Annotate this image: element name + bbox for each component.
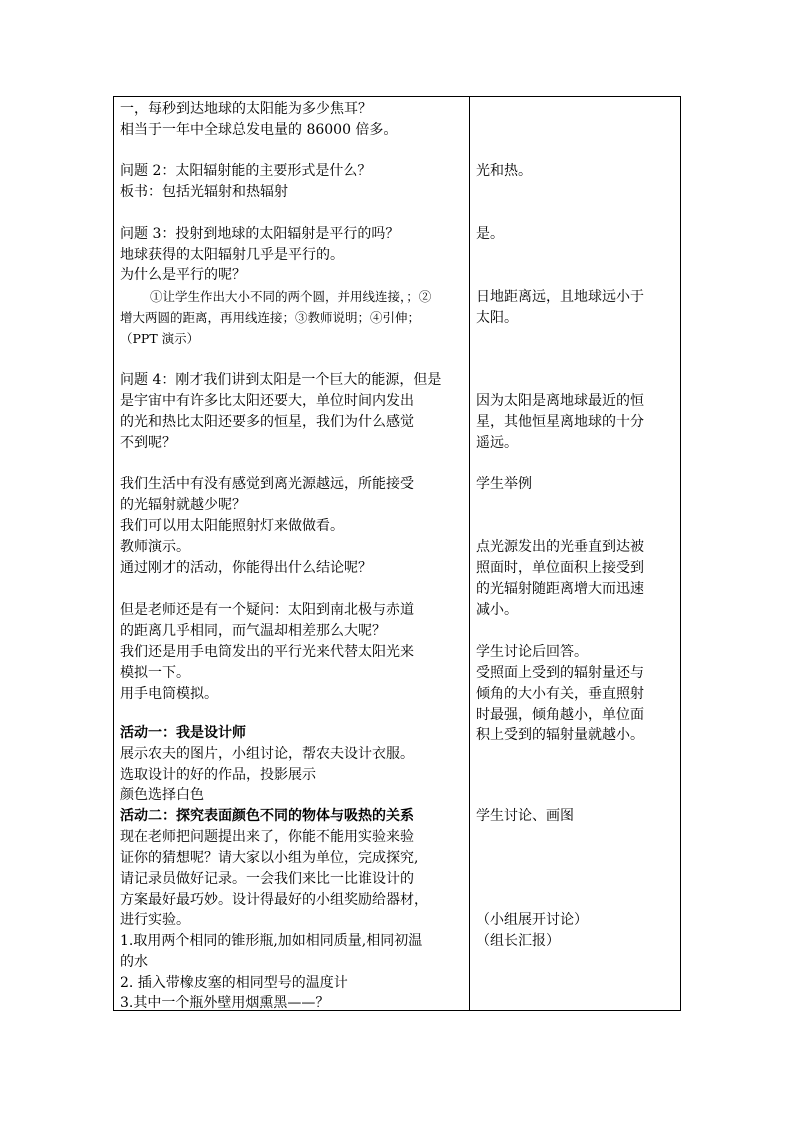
- left-line: 请记录员做好记录。一会我们来比一比谁设计的: [120, 871, 414, 887]
- right-line: 点光源发出的光垂直到达被: [476, 539, 644, 555]
- activity-one-heading: 活动一：我是设计师: [120, 725, 246, 741]
- left-line: 增大两圆的距离，再用线连接；③教师说明；④引伸；: [120, 310, 421, 325]
- left-line: 的光辐射就越少呢？: [120, 497, 246, 513]
- left-line: 问题 2：太阳辐射能的主要形式是什么？: [120, 163, 372, 179]
- left-line: 的光和热比太阳还要多的恒星，我们为什么感觉: [120, 414, 414, 430]
- right-line: 照面时，单位面积上接受到: [476, 560, 644, 576]
- left-line: 的距离几乎相同，而气温却相差那么大呢？: [120, 623, 386, 639]
- left-line: 方案最好最巧妙。设计得最好的小组奖励给器材，: [120, 892, 428, 908]
- right-line: 太阳。: [476, 310, 518, 326]
- right-line: （组长汇报）: [476, 933, 560, 949]
- lesson-table: [113, 96, 681, 1011]
- left-line: 通过刚才的活动，你能得出什么结论呢？: [120, 560, 372, 576]
- left-line: 展示农夫的图片，小组讨论，帮农夫设计衣服。: [120, 746, 414, 762]
- left-line: 我们可以用太阳能照射灯来做做看。: [120, 518, 344, 534]
- right-line: 因为太阳是离地球最近的恒: [476, 393, 644, 409]
- left-line: ①让学生作出大小不同的两个圆，并用线连接，；②: [150, 289, 432, 304]
- left-line: 2. 插入带橡皮塞的相同型号的温度计: [120, 975, 348, 991]
- left-line: 不到呢？: [120, 435, 176, 451]
- left-line: 教师演示。: [120, 539, 190, 555]
- right-line: 减小。: [476, 602, 518, 618]
- right-line: 的光辐射随距离增大而迅速: [476, 581, 644, 597]
- right-line: 倾角的大小有关，垂直照射: [476, 686, 644, 702]
- left-line: 进行实验。: [120, 912, 190, 928]
- left-line: 我们生活中有没有感觉到离光源越远，所能接受: [120, 476, 414, 492]
- column-divider: [469, 97, 470, 1010]
- left-line: 证你的猜想呢？请大家以小组为单位，完成探究,: [120, 850, 419, 866]
- right-line: 学生讨论、画图: [476, 808, 574, 824]
- left-line: 选取设计的好的作品，投影展示: [120, 767, 316, 783]
- left-line: 现在老师把问题提出来了，你能不能用实验来验: [120, 829, 414, 845]
- right-line: （小组展开讨论）: [476, 912, 588, 928]
- activity-two-heading: 活动二：探究表面颜色不同的物体与吸热的关系: [120, 808, 414, 824]
- right-line: 光和热。: [476, 163, 532, 179]
- left-line: 一，每秒到达地球的太阳能为多少焦耳？: [120, 101, 372, 117]
- left-line: 问题 3：投射到地球的太阳辐射是平行的吗？: [120, 226, 400, 242]
- left-line: 我们还是用手电筒发出的平行光来代替太阳光来: [120, 644, 414, 660]
- right-line: 时最强，倾角越小，单位面: [476, 707, 644, 723]
- right-line: 受照面上受到的辐射量还与: [476, 665, 644, 681]
- right-line: 积上受到的辐射量就越小。: [476, 727, 644, 743]
- right-line: 学生举例: [476, 476, 532, 492]
- left-line: 地球获得的太阳辐射几乎是平行的。: [120, 247, 344, 263]
- left-line: 模拟一下。: [120, 665, 190, 681]
- left-line: 板书：包括光辐射和热辐射: [120, 184, 288, 200]
- right-line: 星，其他恒星离地球的十分: [476, 414, 644, 430]
- left-line: （PPT 演示）: [120, 331, 200, 346]
- right-line: 学生讨论后回答。: [476, 644, 588, 660]
- left-line: 颜色选择白色: [120, 787, 204, 803]
- left-line: 相当于一年中全球总发电量的 86000 倍多。: [120, 122, 398, 138]
- left-line: 为什么是平行的呢？: [120, 267, 246, 283]
- right-line: 是。: [476, 226, 504, 242]
- left-line: 1.取用两个相同的锥形瓶,加如相同质量,相同初温: [120, 933, 423, 949]
- right-line: 遥远。: [476, 435, 518, 451]
- left-line: 但是老师还是有一个疑问：太阳到南北极与赤道: [120, 602, 414, 618]
- left-line: 问题 4：刚才我们讲到太阳是一个巨大的能源，但是: [120, 372, 442, 388]
- left-line: 的水: [120, 954, 148, 970]
- left-line: 用手电筒模拟。: [120, 686, 218, 702]
- left-line: 是宇宙中有许多比太阳还要大，单位时间内发出: [120, 393, 414, 409]
- right-line: 日地距离远，且地球远小于: [476, 289, 644, 305]
- left-line: 3.其中一个瓶外壁用烟熏黑——？: [120, 995, 330, 1011]
